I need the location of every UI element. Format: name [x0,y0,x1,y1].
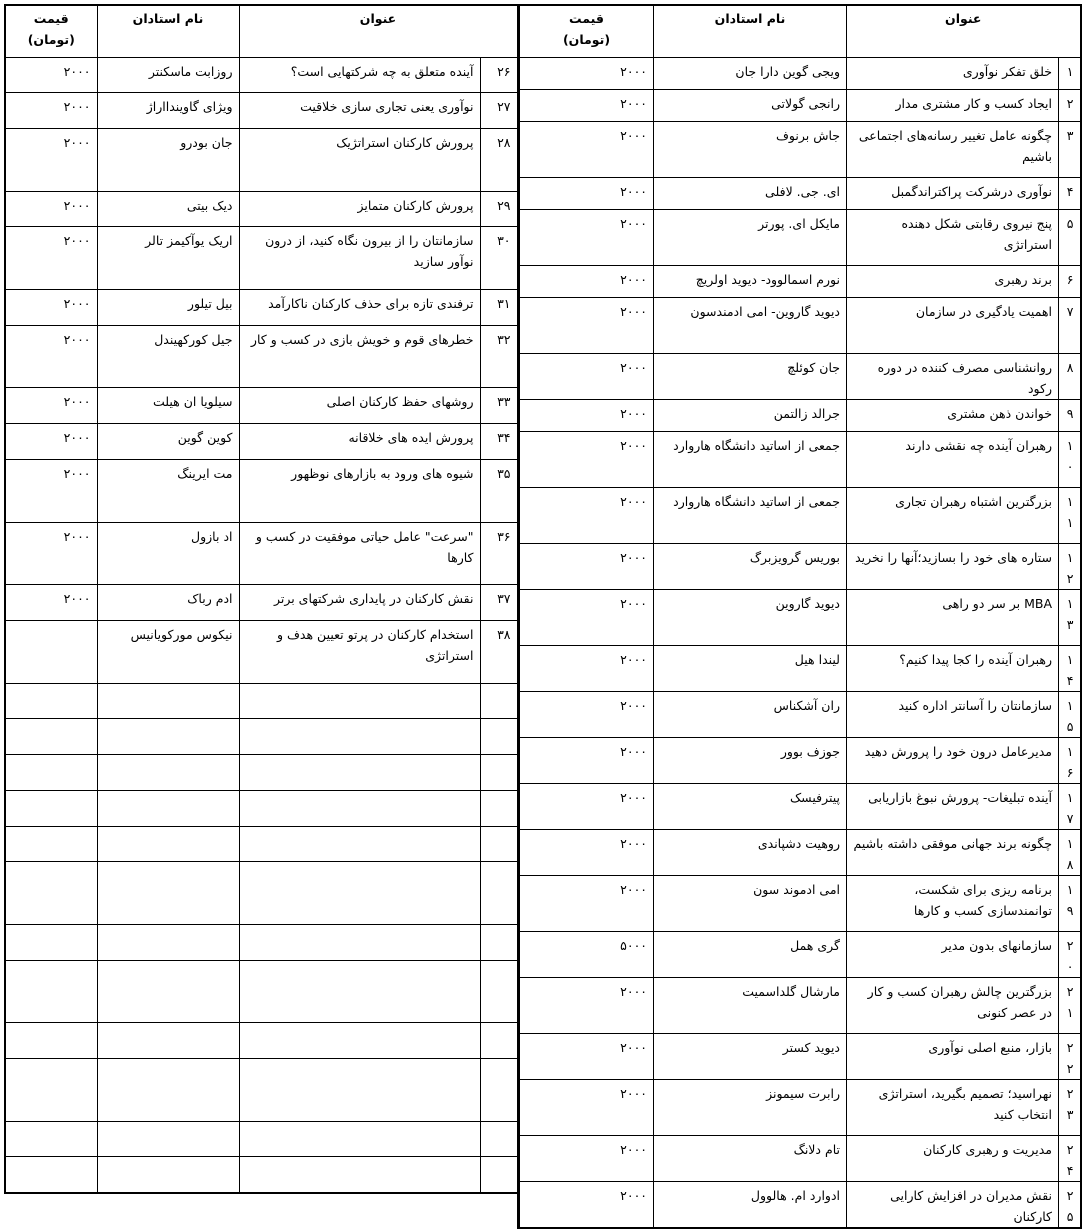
row-number [480,826,518,862]
row-number: ۳۵ [480,459,518,522]
course-title [239,924,480,960]
table-row [519,487,1081,543]
row-number: ۲۹ [480,191,518,227]
teacher-name: ویجی گوین دارا جان [654,57,847,89]
course-table-right [517,4,1082,1229]
header-teacher: نام استادان [654,5,847,57]
price-cell: ۲۰۰۰ [519,737,654,783]
course-title: مدیرعامل درون خود را پرورش دهید [847,737,1059,783]
row-number: ۱ [1059,57,1081,89]
price-cell: ۵۰۰۰ [519,931,654,977]
table-row [519,589,1081,645]
course-title: بزرگترین اشتباه رهبران تجاری [847,487,1059,543]
row-number: ۳ [1059,121,1081,177]
teacher-name: روهیت دشپاندی [654,829,847,875]
teacher-name: دیوید کستر [654,1033,847,1079]
course-title: خلق تفکر نوآوری [847,57,1059,89]
price-cell [5,1157,97,1193]
course-title [239,826,480,862]
teacher-name: رابرت سیمونز [654,1079,847,1135]
table-row [5,388,518,424]
price-cell: ۲۰۰۰ [5,129,97,192]
table-row [519,1135,1081,1181]
teacher-name: روزابت ماسکنتر [97,57,239,93]
header-price [519,5,654,57]
course-title: استخدام کارکنان در پرتو تعیین هدف و استراتژی [239,620,480,683]
teacher-name: ادوارد ام. هالوول [654,1181,847,1228]
teacher-name: اریک یوآکیمز تالر [97,227,239,290]
price-cell: ۲۰۰۰ [5,325,97,388]
price-cell: ۲۰۰۰ [519,431,654,487]
row-number: ۱۵ [1059,691,1081,737]
price-cell: ۲۰۰۰ [519,399,654,431]
teacher-name: اد بازول [97,522,239,585]
price-cell [5,719,97,755]
row-number: ۲۱ [1059,977,1081,1033]
row-number: ۱۰ [1059,431,1081,487]
table-row [5,620,518,683]
price-cell [5,826,97,862]
table-row [519,297,1081,353]
teacher-name [97,683,239,719]
row-number: ۲۲ [1059,1033,1081,1079]
teacher-name [97,790,239,826]
teacher-name: ویژای گاویندااراژ [97,93,239,129]
row-number: ۳۴ [480,424,518,460]
course-title: خطرهای قوم و خویش بازی در کسب و کار [239,325,480,388]
row-number [480,1121,518,1157]
price-cell: ۲۰۰۰ [519,1135,654,1181]
price-cell: ۲۰۰۰ [519,977,654,1033]
price-cell: ۲۰۰۰ [519,1033,654,1079]
table-row [5,1157,518,1193]
row-number: ۳۷ [480,585,518,621]
price-cell: ۲۰۰۰ [519,1181,654,1228]
teacher-name: ای. جی. لافلی [654,177,847,209]
teacher-name: جمعی از اساتید دانشگاه هاروارد [654,487,847,543]
table-row [5,585,518,621]
course-title: ستاره های خود را بسازید؛آنها را نخرید [847,543,1059,589]
row-number: ۳۱ [480,290,518,326]
teacher-name: تام دلانگ [654,1135,847,1181]
price-cell: ۲۰۰۰ [519,589,654,645]
row-number: ۲۳ [1059,1079,1081,1135]
table-row [519,829,1081,875]
teacher-name [97,1023,239,1059]
header-row [519,5,1081,57]
table-row [5,960,518,1023]
table-row [519,737,1081,783]
price-cell: ۲۰۰۰ [5,459,97,522]
price-cell: ۲۰۰۰ [5,227,97,290]
teacher-name: امی ادموند سون [654,875,847,931]
table-row [5,57,518,93]
table-row [5,1121,518,1157]
table-row [5,522,518,585]
row-number: ۳۳ [480,388,518,424]
teacher-name: جوزف بوور [654,737,847,783]
teacher-name [97,719,239,755]
price-cell: ۲۰۰۰ [519,297,654,353]
table-row [519,931,1081,977]
right-panel [517,4,1079,1224]
row-number: ۱۸ [1059,829,1081,875]
price-cell: ۲۰۰۰ [519,783,654,829]
header-price-line2: (تومان) [562,32,611,47]
course-title: سازمانتان را از بیرون نگاه کنید، از درون نوآور سازید [239,227,480,290]
teacher-name: جان بودرو [97,129,239,192]
table-row [519,1033,1081,1079]
price-cell: ۲۰۰۰ [519,57,654,89]
course-title: رهبران آینده را کجا پیدا کنیم؟ [847,645,1059,691]
teacher-name: نیکوس موركويانيس [97,620,239,683]
table-row [519,691,1081,737]
header-row [5,5,518,57]
course-title [239,1121,480,1157]
course-title: روانشناسی مصرف کننده در دوره رکود [847,353,1059,399]
table-row [519,399,1081,431]
course-title [239,755,480,791]
table-row [5,1059,518,1122]
table-row [519,177,1081,209]
row-number: ۳۶ [480,522,518,585]
price-cell: ۲۰۰۰ [519,691,654,737]
price-cell [5,1121,97,1157]
table-row [519,265,1081,297]
course-title: بازار، منبع اصلی نوآوری [847,1033,1059,1079]
course-title [239,790,480,826]
table-row [519,543,1081,589]
row-number: ۸ [1059,353,1081,399]
course-title: سازمانتان را آسانتر اداره کنید [847,691,1059,737]
table-row [5,719,518,755]
table-row [5,290,518,326]
course-title [239,719,480,755]
price-cell: ۲۰۰۰ [519,209,654,265]
course-title: پرورش کارکنان استراتژیک [239,129,480,192]
row-number: ۲ [1059,89,1081,121]
course-title: پنج نیروی رقابتی شکل دهنده استراتژی [847,209,1059,265]
row-number: ۳۰ [480,227,518,290]
table-row [5,325,518,388]
course-title: نوآوری یعنی تجاری سازی خلاقیت [239,93,480,129]
teacher-name: دیک بیتی [97,191,239,227]
teacher-name [97,924,239,960]
table-row [519,1181,1081,1228]
row-number [480,719,518,755]
course-title: چگونه برند جهانی موفقی داشته باشیم [847,829,1059,875]
table-row [519,645,1081,691]
teacher-name: کوین گوین [97,424,239,460]
price-cell [5,960,97,1023]
course-title: پرورش ایده های خلاقانه [239,424,480,460]
table-row [519,209,1081,265]
table-row [5,755,518,791]
teacher-name [97,1121,239,1157]
row-number [480,683,518,719]
row-number: ۷ [1059,297,1081,353]
teacher-name [97,960,239,1023]
row-number: ۱۶ [1059,737,1081,783]
table-row [5,1023,518,1059]
teacher-name [97,755,239,791]
table-row [519,353,1081,399]
row-number: ۱۱ [1059,487,1081,543]
teacher-name: جرالد زالتمن [654,399,847,431]
row-number [480,1023,518,1059]
teacher-name: سیلویا ان هیلت [97,388,239,424]
row-number: ۲۴ [1059,1135,1081,1181]
course-title [239,862,480,925]
row-number: ۱۷ [1059,783,1081,829]
course-title [239,960,480,1023]
teacher-name: بوریس گرویزبرگ [654,543,847,589]
price-cell: ۲۰۰۰ [5,522,97,585]
table-row [519,57,1081,89]
table-row [5,459,518,522]
course-title: شیوه های ورود به بازارهای نوظهور [239,459,480,522]
teacher-name [97,1157,239,1193]
course-title [239,1157,480,1193]
teacher-name: لیندا هیل [654,645,847,691]
course-title [239,1023,480,1059]
price-cell [5,1059,97,1122]
table-row [519,121,1081,177]
price-cell [5,683,97,719]
price-cell: ۲۰۰۰ [5,424,97,460]
course-title: برنامه ریزی برای شکست، توانمندسازی کسب و کارها [847,875,1059,931]
teacher-name: نورم اسمالوود- دیوید اولریچ [654,265,847,297]
table-row [5,924,518,960]
teacher-name: مارشال گلداسمیت [654,977,847,1033]
price-cell [5,620,97,683]
course-title: برند رهبری [847,265,1059,297]
header-title: عنوان [847,5,1081,57]
price-cell: ۲۰۰۰ [519,875,654,931]
price-cell [5,1023,97,1059]
teacher-name: جیل کورکهیندل [97,325,239,388]
price-cell: ۲۰۰۰ [519,89,654,121]
header-price-line1: قیمت [569,11,604,26]
row-number: ۲۵ [1059,1181,1081,1228]
table-row [519,783,1081,829]
price-cell: ۲۰۰۰ [5,93,97,129]
course-title: ایجاد کسب و کار مشتری مدار [847,89,1059,121]
course-title: نقش مدیران در افزایش کارایی کارکنان [847,1181,1059,1228]
row-number [480,960,518,1023]
course-title: "سرعت" عامل حیاتی موفقیت در کسب و کارها [239,522,480,585]
table-row [5,790,518,826]
price-cell: ۲۰۰۰ [5,388,97,424]
price-cell [5,924,97,960]
course-table-left [4,4,520,1194]
row-number: ۲۶ [480,57,518,93]
course-title: رهبران آینده چه نقشی دارند [847,431,1059,487]
price-cell: ۲۰۰۰ [519,265,654,297]
teacher-name: جاش برنوف [654,121,847,177]
row-number: ۲۷ [480,93,518,129]
teacher-name: مایکل ای. پورتر [654,209,847,265]
course-title: بزرگترین چالش رهبران کسب و کار در عصر کنونی [847,977,1059,1033]
teacher-name: ادم رباک [97,585,239,621]
course-title: نقش کارکنان در پایداری شرکتهای برتر [239,585,480,621]
row-number: ۳۲ [480,325,518,388]
teacher-name: گری همل [654,931,847,977]
table-row [5,683,518,719]
row-number: ۴ [1059,177,1081,209]
left-panel [4,4,517,1194]
table-row [5,227,518,290]
price-cell: ۲۰۰۰ [519,829,654,875]
row-number: ۶ [1059,265,1081,297]
price-cell: ۲۰۰۰ [519,353,654,399]
course-title [239,683,480,719]
price-cell: ۲۰۰۰ [519,121,654,177]
course-title: مدیریت و رهبری کارکنان [847,1135,1059,1181]
header-title: عنوان [239,5,518,57]
table-row [519,1079,1081,1135]
price-cell: ۲۰۰۰ [5,290,97,326]
table-row [519,875,1081,931]
table-row [519,431,1081,487]
header-teacher: نام استادان [97,5,239,57]
teacher-name: جان کوئلچ [654,353,847,399]
teacher-name [97,1059,239,1122]
course-title: MBA بر سر دو راهی [847,589,1059,645]
teacher-name: مت ایرینگ [97,459,239,522]
price-cell: ۲۰۰۰ [5,585,97,621]
header-price [5,5,97,57]
table-row [5,93,518,129]
row-number [480,1157,518,1193]
row-number [480,1059,518,1122]
row-number: ۱۹ [1059,875,1081,931]
course-title: پرورش کارکنان متمایز [239,191,480,227]
row-number: ۱۴ [1059,645,1081,691]
table-row [519,89,1081,121]
row-number: ۱۲ [1059,543,1081,589]
price-cell: ۲۰۰۰ [519,645,654,691]
price-cell [5,790,97,826]
price-cell [5,755,97,791]
teacher-name: رانجی گولاتی [654,89,847,121]
course-title: خواندن ذهن مشتری [847,399,1059,431]
course-title: اهمیت یادگیری در سازمان [847,297,1059,353]
header-price-line2: (تومان) [27,32,75,47]
price-cell: ۲۰۰۰ [519,543,654,589]
teacher-name: جمعی از اساتید دانشگاه هاروارد [654,431,847,487]
price-cell: ۲۰۰۰ [519,1079,654,1135]
course-title: روشهای حفظ کارکنان اصلی [239,388,480,424]
table-row [5,826,518,862]
course-title: آینده متعلق به چه شرکتهایی است؟ [239,57,480,93]
teacher-name: پیترفیسک [654,783,847,829]
course-title: آینده تبلیغات- پرورش نبوغ بازاریابی [847,783,1059,829]
price-cell [5,862,97,925]
teacher-name: بیل تیلور [97,290,239,326]
course-title: نوآوری درشرکت پراکتراندگمبل [847,177,1059,209]
row-number: ۲۰ [1059,931,1081,977]
price-cell: ۲۰۰۰ [5,191,97,227]
header-price-line1: قیمت [33,11,69,26]
price-cell: ۲۰۰۰ [519,177,654,209]
teacher-name [97,862,239,925]
course-title: چگونه عامل تغییر رسانه‌های اجتماعی باشیم [847,121,1059,177]
row-number: ۲۸ [480,129,518,192]
row-number [480,862,518,925]
row-number [480,924,518,960]
table-row [519,977,1081,1033]
row-number [480,790,518,826]
course-title [239,1059,480,1122]
course-title: ترفندی تازه برای حذف کارکنان ناکارآمد [239,290,480,326]
row-number: ۵ [1059,209,1081,265]
row-number: ۱۳ [1059,589,1081,645]
teacher-name: دیوید گاروین [654,589,847,645]
row-number [480,755,518,791]
teacher-name: دیوید گاروین- امی ادمندسون [654,297,847,353]
table-row [5,424,518,460]
row-number: ۳۸ [480,620,518,683]
price-list-document [4,4,1079,1224]
table-row [5,862,518,925]
course-title: نهراسید؛ تصمیم بگیرید، استراتژی انتخاب کنید [847,1079,1059,1135]
price-cell: ۲۰۰۰ [519,487,654,543]
table-row [5,191,518,227]
table-row [5,129,518,192]
teacher-name: ران آشکناس [654,691,847,737]
row-number: ۹ [1059,399,1081,431]
teacher-name [97,826,239,862]
course-title: سازمانهای بدون مدیر [847,931,1059,977]
price-cell: ۲۰۰۰ [5,57,97,93]
